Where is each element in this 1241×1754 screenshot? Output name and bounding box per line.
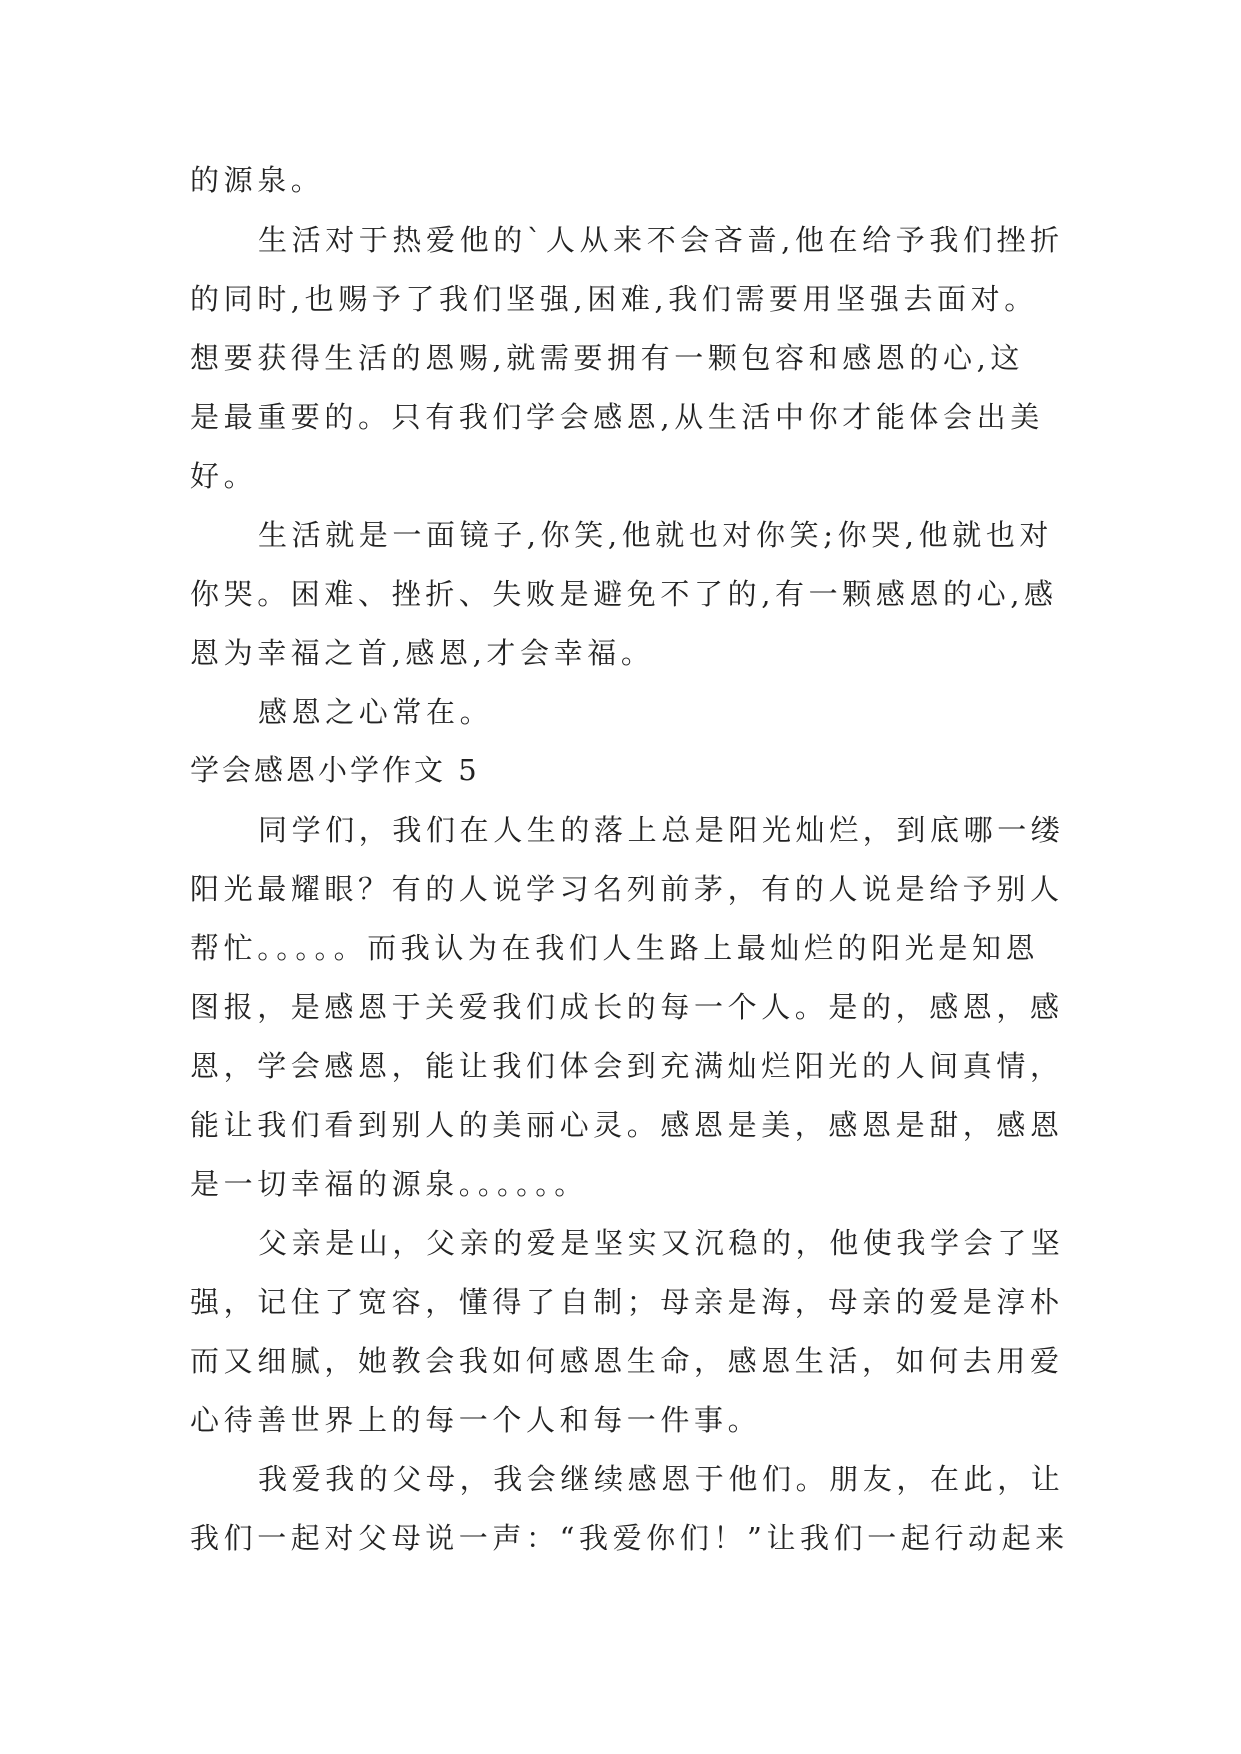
paragraph-first-line: 父亲是山，父亲的爱是坚实又沉稳的，他使我学会了坚 (258, 1226, 1065, 1260)
text-line: 阳光最耀眼？有的人说学习名列前茅，有的人说是给予别人 (190, 872, 1064, 906)
text-line: 强，记住了宽容，懂得了自制；母亲是海，母亲的爱是淳朴 (190, 1285, 1064, 1319)
paragraph-first-line: 我爱我的父母，我会继续感恩于他们。朋友，在此，让 (258, 1462, 1065, 1496)
text-line: 想要获得生活的恩赐,就需要拥有一颗包容和感恩的心,这 (190, 341, 1025, 375)
text-line: 心待善世界上的每一个人和每一件事。 (190, 1403, 762, 1437)
text-line: 恩，学会感恩，能让我们体会到充满灿烂阳光的人间真情， (190, 1049, 1064, 1083)
text-line: 能让我们看到别人的美丽心灵。感恩是美，感恩是甜，感恩 (190, 1108, 1064, 1142)
text-line: 是一切幸福的源泉。。。。。。 (190, 1167, 588, 1201)
paragraph-first-line: 生活对于热爱他的`人从来不会吝啬,他在给予我们挫折 (258, 223, 1064, 257)
text-line: 而又细腻，她教会我如何感恩生命，感恩生活，如何去用爱 (190, 1344, 1064, 1378)
paragraph-first-line: 同学们，我们在人生的落上总是阳光灿烂，到底哪一缕 (258, 813, 1065, 847)
section-heading: 学会感恩小学作文 5 (190, 753, 480, 787)
text-line: 的源泉。 (190, 163, 325, 197)
text-line: 我们一起对父母说一声：“我爱你们！”让我们一起行动起来 (190, 1521, 1069, 1555)
paragraph-first-line: 感恩之心常在。 (258, 695, 494, 729)
text-line: 的同时,也赐予了我们坚强,困难,我们需要用坚强去面对。 (190, 282, 1038, 316)
text-line: 图报，是感恩于关爱我们成长的每一个人。是的，感恩，感 (190, 990, 1064, 1024)
text-line: 帮忙。。。。。而我认为在我们人生路上最灿烂的阳光是知恩 (190, 931, 1040, 965)
paragraph-first-line: 生活就是一面镜子,你笑,他就也对你笑;你哭,他就也对 (258, 518, 1054, 552)
text-line: 恩为幸福之首,感恩,才会幸福。 (190, 636, 655, 670)
text-line: 是最重要的。只有我们学会感恩,从生活中你才能体会出美 (190, 400, 1044, 434)
text-line: 好。 (190, 459, 258, 493)
text-line: 你哭。困难、挫折、失败是避免不了的,有一颗感恩的心,感 (190, 577, 1058, 611)
